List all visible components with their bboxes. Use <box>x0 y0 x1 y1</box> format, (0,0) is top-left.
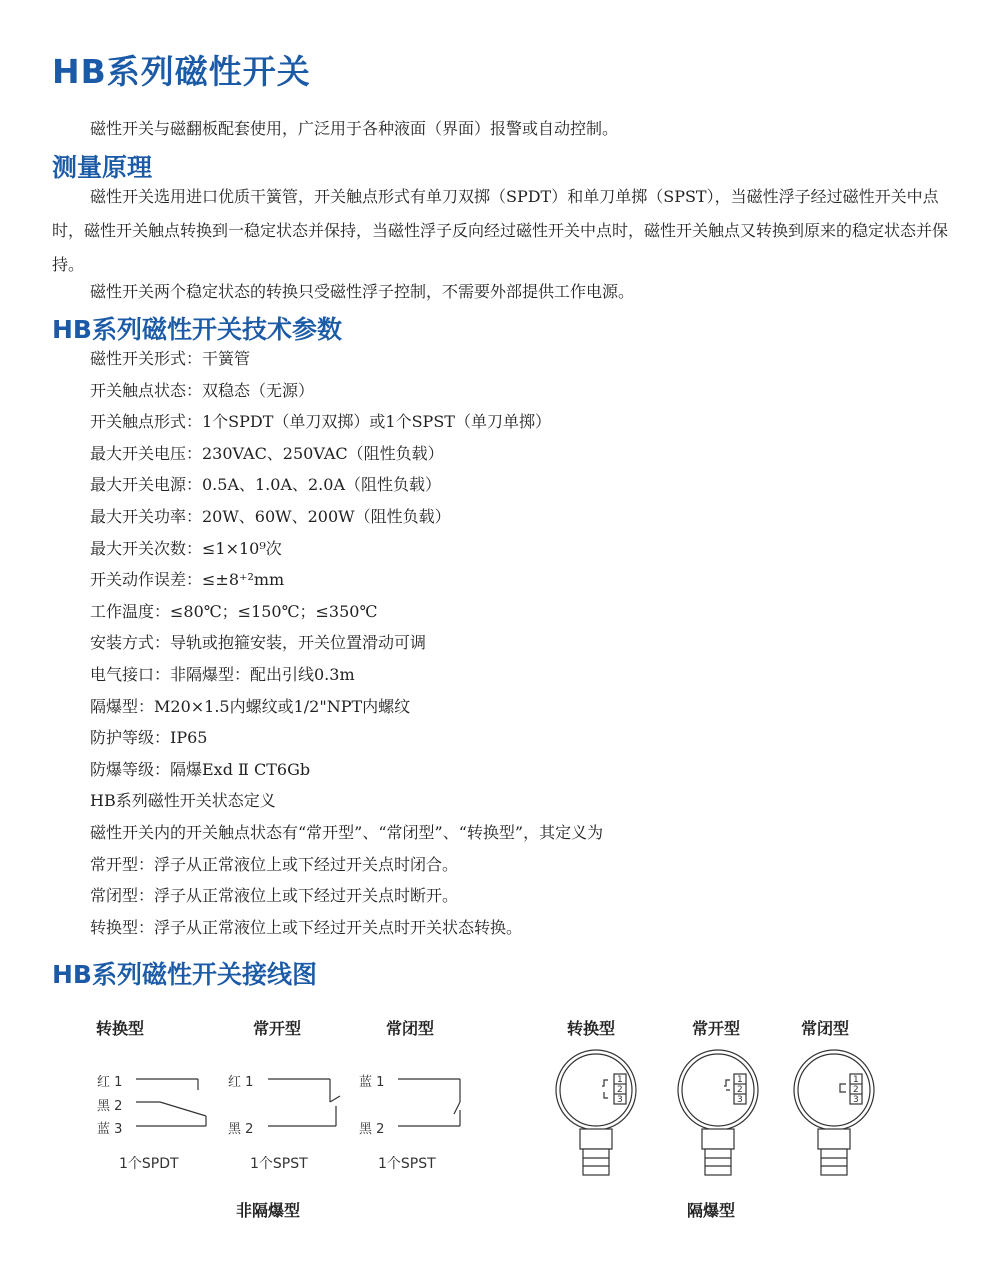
ex-terminal-1: 1 <box>737 1075 743 1085</box>
spec-item: 最大开关电源：0.5A、1.0A、2.0A（阻性负载） <box>90 475 442 495</box>
ex-type-label-changeover: 转换型 <box>567 1019 616 1038</box>
intro-text: 磁性开关与磁翻板配套使用，广泛用于各种液面（界面）报警或自动控制。 <box>90 119 619 138</box>
spec-item: 开关触点状态：双稳态（无源） <box>90 380 315 400</box>
page-title: HB系列磁性开关 <box>52 52 311 91</box>
spec-item: 最大开关电压：230VAC、250VAC（阻性负载） <box>90 443 444 463</box>
type-label-normally-open: 常开型 <box>253 1019 302 1038</box>
wiring-diagram <box>0 1000 1000 1240</box>
nc-switch-symbol <box>398 1079 460 1126</box>
wire-label: 红 1 <box>97 1075 123 1090</box>
wiring-drawing <box>0 1000 1000 1240</box>
ex-housing-normally-closed <box>794 1050 874 1175</box>
spec-item: 磁性开关形式：干簧管 <box>90 349 251 368</box>
ex-terminal-2: 2 <box>617 1085 623 1095</box>
wire-label: 黑 2 <box>228 1122 254 1137</box>
explosion-proof-caption: 隔爆型 <box>687 1201 736 1220</box>
ex-terminal-3: 3 <box>617 1095 623 1105</box>
spec-item: 工作温度：≤80℃；≤150℃；≤350℃ <box>90 601 378 621</box>
wire-label: 蓝 3 <box>97 1122 123 1137</box>
wire-label: 蓝 1 <box>359 1075 385 1090</box>
ex-type-label-normally-closed: 常闭型 <box>801 1019 850 1038</box>
spec-item: 最大开关次数：≤1×10⁹次 <box>90 538 282 558</box>
type-label-changeover: 转换型 <box>96 1019 145 1038</box>
ex-terminal-1: 1 <box>617 1075 623 1085</box>
ex-terminal-2: 2 <box>853 1085 859 1095</box>
spec-item: 开关触点形式：1个SPDT（单刀双掷）或1个SPST（单刀单掷） <box>90 412 551 432</box>
spec-item: 常闭型：浮子从正常液位上或下经过开关点时断开。 <box>90 886 459 906</box>
ex-terminal-3: 3 <box>737 1095 743 1105</box>
ex-terminal-2: 2 <box>737 1085 743 1095</box>
spec-item: 磁性开关内的开关触点状态有“常开型”、“常闭型”、“转换型”，其定义为 <box>90 822 604 842</box>
spec-item: 防爆等级：隔爆Exd Ⅱ CT6Gb <box>90 759 311 779</box>
spec-item: 防护等级：IP65 <box>90 728 208 748</box>
type-label-normally-closed: 常闭型 <box>386 1019 435 1038</box>
spec-item: 安装方式：导轨或抱箍安装，开关位置滑动可调 <box>90 633 427 653</box>
spdt-switch-symbol <box>136 1079 206 1126</box>
principle-paragraph-1: 磁性开关选用进口优质干簧管，开关触点形式有单刀双掷（SPDT）和单刀单掷（SPST），当磁性浮子经过磁性开关中点时，磁性开关触点转换到一稳定状态并保持，当磁性浮子反向经过磁性开关中点时，磁性开关触点又转换到原来的稳定状态并保持。 <box>52 187 949 274</box>
model-label: 1个SPST <box>250 1156 308 1172</box>
ex-terminal-3: 3 <box>853 1095 859 1105</box>
wire-label: 黑 2 <box>359 1122 385 1137</box>
spec-item: 开关动作误差：≤±8⁺²mm <box>90 570 285 590</box>
wiring-heading: HB系列磁性开关接线图 <box>52 960 317 989</box>
wire-label: 黑 2 <box>97 1099 123 1114</box>
ex-terminal-1: 1 <box>853 1075 859 1085</box>
spec-item: HB系列磁性开关状态定义 <box>90 791 276 811</box>
specs-list <box>90 343 603 943</box>
model-label: 1个SPST <box>378 1156 436 1172</box>
specs-heading: HB系列磁性开关技术参数 <box>52 315 342 344</box>
wire-label: 红 1 <box>228 1075 254 1090</box>
spec-item: 常开型：浮子从正常液位上或下经过开关点时闭合。 <box>90 854 459 874</box>
non-explosion-caption: 非隔爆型 <box>236 1201 301 1220</box>
spec-item: 隔爆型：M20×1.5内螺纹或1/2"NPT内螺纹 <box>90 696 411 716</box>
model-label: 1个SPDT <box>119 1156 179 1172</box>
principle-paragraph-2: 磁性开关两个稳定状态的转换只受磁性浮子控制，不需要外部提供工作电源。 <box>90 282 635 301</box>
spec-item: 电气接口：非隔爆型：配出引线0.3m <box>90 664 355 684</box>
principle-heading: 测量原理 <box>52 153 153 182</box>
spec-item: 转换型：浮子从正常液位上或下经过开关点时开关状态转换。 <box>90 917 523 937</box>
spec-item: 最大开关功率：20W、60W、200W（阻性负载） <box>90 506 451 526</box>
ex-housing-normally-open <box>678 1050 758 1175</box>
ex-type-label-normally-open: 常开型 <box>692 1019 741 1038</box>
ex-housing-changeover <box>556 1050 636 1175</box>
no-switch-symbol <box>268 1079 340 1126</box>
